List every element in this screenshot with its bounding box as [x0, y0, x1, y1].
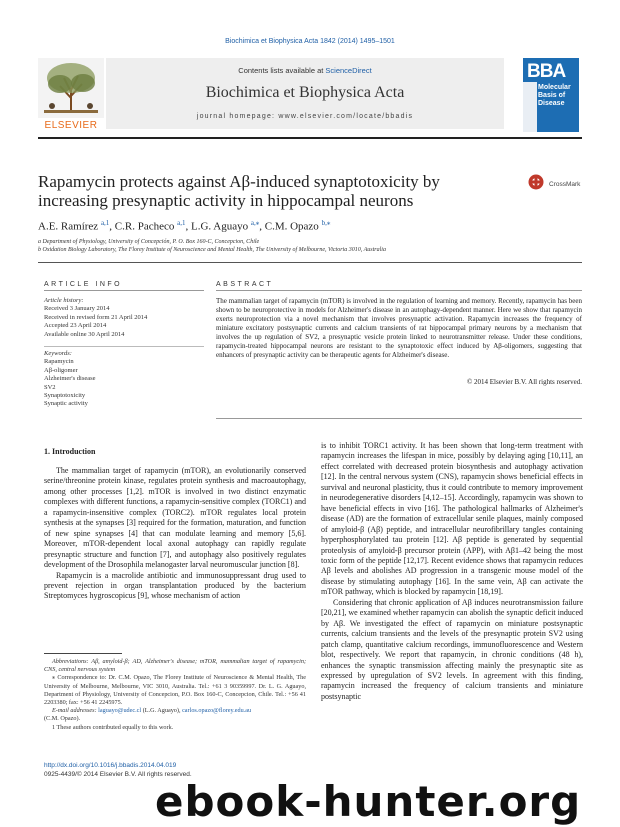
history-item: Received 3 January 2014 — [44, 305, 110, 313]
cover-subtitle — [538, 84, 571, 108]
affiliation: a Department of Physiology, University of Concepción, P. O. Box 160-C, Concepcion, Chile — [38, 239, 260, 245]
article-info-heading: ARTICLE INFO — [44, 281, 123, 288]
header-divider — [38, 137, 582, 139]
history-item: Available online 30 April 2014 — [44, 330, 125, 338]
author-affiliation-marker[interactable]: b,⁎ — [321, 219, 331, 227]
email-link[interactable]: carlos.opazo@florey.edu.au — [182, 707, 252, 715]
body-paragraph: Considering that chronic application of Aβ induces neurotransmission failure [20,21], we examined whether rapamycin can abolish the synaptic deficit induced by Aβ. We investigated the effect of rapamycin on miniature postsynaptic currents, calcium transients and the levels of the presynaptic protein SV2 using patch clamp, quantitative calcium recordings, immunofluorescence and Western blot, respectively. We report that rapamycin, in chronic conditions (48 h), enhances the synaptic transmission affecting mainly the presynaptic site as expressed by upregulation of SV2 levels. In agreement with this finding, rapamycin increased the frequency of calcium transients and miniature postsynaptic — [321, 597, 583, 701]
cover-subtitle-line: Molecular — [538, 84, 571, 91]
history-item: Received in revised form 21 April 2014 — [44, 313, 148, 321]
issn-line: 0925-4439/© 2014 Elsevier B.V. All rights reserved. — [44, 771, 192, 778]
email-link[interactable]: laguayo@udec.cl — [98, 707, 142, 715]
footnote-rule — [44, 653, 122, 654]
author-name: L.G. Aguayo — [190, 220, 249, 233]
body-column-right — [321, 441, 583, 702]
author-name: A.E. Ramírez — [38, 220, 99, 233]
keyword: Synaptic activity — [44, 400, 88, 408]
keywords-label: Keywords: — [44, 350, 72, 357]
author-name: C.R. Pacheco — [114, 220, 175, 233]
journal-header-box — [106, 58, 504, 129]
affiliation: b Oxidation Biology Laboratory, The Florey Institute of Neuroscience and Mental Health, The University of Melbourne, Victoria 3010, Australia — [38, 247, 386, 253]
contents-prefix: Contents lists available at — [238, 66, 326, 75]
journal-title: Biochimica et Biophysica Acta — [205, 84, 405, 101]
publisher-logo-text: ELSEVIER — [44, 120, 98, 131]
abstract-bottom-rule — [216, 418, 582, 419]
keyword: SV2 — [44, 383, 56, 391]
cover-subtitle-line: Basis of — [538, 92, 566, 99]
keyword: Synaptotoxicity — [44, 392, 86, 400]
author-name: C.M. Opazo — [264, 220, 319, 233]
body-column-left — [44, 466, 306, 602]
article-info-rule — [44, 290, 204, 291]
abbreviations-note: Abbreviations: Aβ, amyloid-β; AD, Alzheimer's disease; mTOR, mammalian target of rapamycin; CNS, central nervous system — [44, 658, 306, 674]
keyword: Aβ-oligomer — [44, 366, 78, 374]
article-info-separator — [44, 346, 204, 347]
cover-side-bar — [523, 82, 537, 132]
email-owner: (L.G. Aguayo), — [141, 707, 183, 715]
body-paragraph: is to inhibit TORC1 activity. It has been shown that long-term treatment with rapamycin increases the lifespan in mice, possibly by delaying aging [10,11], an effect correlated with decreased protein biosynthesis and autophagy activation [12]. In the central nervous system (CNS), rapamycin shows beneficial effects in survival and neuronal plasticity, thus it could contribute to memory improvement in neurodegenerative disorders [4,12–15]. Accordingly, rapamycin was shown to have beneficial effects in vivo [16]. The pathological hallmarks of Alzheimer's disease (AD) are the formation of extracellular senile plaques, mainly composed of amyloid-β (Aβ) peptide, and intracellular neurofibrillary tangles containing hyperphosphorylated tau protein [12]. Aβ peptide is generated by sequential proteolysis of amyloid-β precursor protein (APP), with Aβ1–42 being the most toxic form of the peptide [12,17]. Recent evidence shows that rapamycin reduces Aβ levels and abolishes AD progression in a transgenic mouse model of the disease by stimulating autophagy [16]. In the same vein, Aβ can activate the mTOR pathway, which is blocked by rapamycin [18,19]. — [321, 441, 583, 597]
doi-link[interactable]: http://dx.doi.org/10.1016/j.bbadis.2014.04.019 — [44, 762, 177, 769]
journal-citation[interactable]: Biochimica et Biophysica Acta 1842 (2014) 1495–1501 — [225, 38, 395, 45]
body-paragraph: Rapamycin is a macrolide antibiotic and immunosuppressant drug used to prevent rejection in organ transplantation produced by the bacterium Streptomyces hygroscopicus [9], whose mechanism of action — [44, 570, 306, 601]
email-label: E-mail addresses: — [52, 707, 99, 715]
author-affiliation-marker[interactable]: a,1 — [177, 219, 186, 227]
author-affiliation-marker[interactable]: a,1 — [100, 219, 110, 227]
correspondence-note: ⁎ Correspondence to: Dr. C.M. Opazo, The Florey Institute of Neuroscience & Mental Health, The University of Melbourne, Melbourne, VIC 3010, Australia. Tel.: +61 3 90359997. Dr. L. G. Aguayo, Department of Physiology, University of Concepcion, P.O. Box 160-C, Concepcion, Chile. Tel.: +56 41 2203380; fax: +56 41 2245975. — [44, 674, 306, 707]
journal-cover-thumbnail — [523, 58, 579, 132]
author-list: A.E. Ramírez $^{a,1}$, C.R. Pacheco $^{a,1}$, L.G. Aguayo $^{a,⁎}$, C.M. Opazo $^{b,⁎}$ — [38, 219, 331, 233]
abstract-heading: ABSTRACT — [216, 281, 274, 288]
footnotes — [44, 658, 306, 732]
body-paragraph: The mammalian target of rapamycin (mTOR), an evolutionarily conserved serine/threonine protein kinase, regulates protein synthesis and macroautophagy, among other processes [1,2]. mTOR is involved in two distinct enzymatic complexes with different functions, a rapamycin-sensitive complex (TORC1) and a rapamycin-insensitive complex (TORC2). mTOR regulates local protein synthesis at the synapses [3] required for the formation, maturation, and function of new spine synapses [4] that can modulate learning and memory [5,6]. Moreover, mTOR-dependent local axonal autophagy can rapidly regulate presynaptic structure and function [7], and autophagy also positively regulates development of the Drosophila melanogaster larval neuromuscular junction [8]. — [44, 466, 306, 570]
equal-contribution-note: 1 These authors contributed equally to this work. — [52, 723, 174, 731]
abstract-copyright: © 2014 Elsevier B.V. All rights reserved. — [466, 378, 582, 386]
introduction-heading: 1. Introduction — [44, 447, 96, 456]
author-affiliation-marker[interactable]: a,⁎ — [250, 219, 260, 227]
sciencedirect-link[interactable]: ScienceDirect — [325, 66, 372, 75]
cover-title: BBA — [527, 61, 566, 82]
crossmark-label[interactable]: CrossMark — [549, 181, 581, 188]
email-note — [44, 707, 306, 715]
history-label: Article history: — [44, 297, 84, 304]
keyword: Rapamycin — [44, 358, 74, 366]
abstract-text: The mammalian target of rapamycin (mTOR) is involved in the regulation of learning and memory. Recently, rapamycin has been shown to be neuroprotective in models for Alzheimer's disease in an autophagy-dependent manner. Here we show that rapamycin exerts neuroprotection via a novel mechanism that involves presynaptic activation. Rapamycin increases the frequency of miniature excitatory postsynaptic currents and calcium transients of rat hippocampal primary neurons by a mechanism that involves the up regulation of SV2, a presynaptic vesicle protein linked to neurotransmitter release. Under these conditions, rapamycin-treated hippocampal neurons are resistant to the synaptotoxic effect induced by Aβ-oligomers, suggesting that enhancers of presynaptic activity can be therapeutic agents for Alzheimer's disease. — [216, 297, 582, 360]
watermark-text: ebook-hunter.org — [155, 777, 582, 826]
journal-homepage[interactable]: journal homepage: www.elsevier.com/locate/bbadis — [196, 113, 414, 120]
cover-subtitle-line: Disease — [538, 100, 565, 107]
section-divider — [38, 262, 582, 263]
article-history — [44, 297, 204, 339]
abstract-rule — [216, 290, 582, 291]
email-owner: (C.M. Opazo). — [44, 715, 81, 723]
keyword: Alzheimer's disease — [44, 375, 96, 383]
history-item: Accepted 23 April 2014 — [44, 322, 107, 330]
article-title: Rapamycin protects against Aβ-induced synaptotoxicity by increasing presynaptic activity in hippocampal neurons — [38, 172, 440, 210]
contents-line — [106, 66, 504, 75]
keywords — [44, 350, 204, 409]
